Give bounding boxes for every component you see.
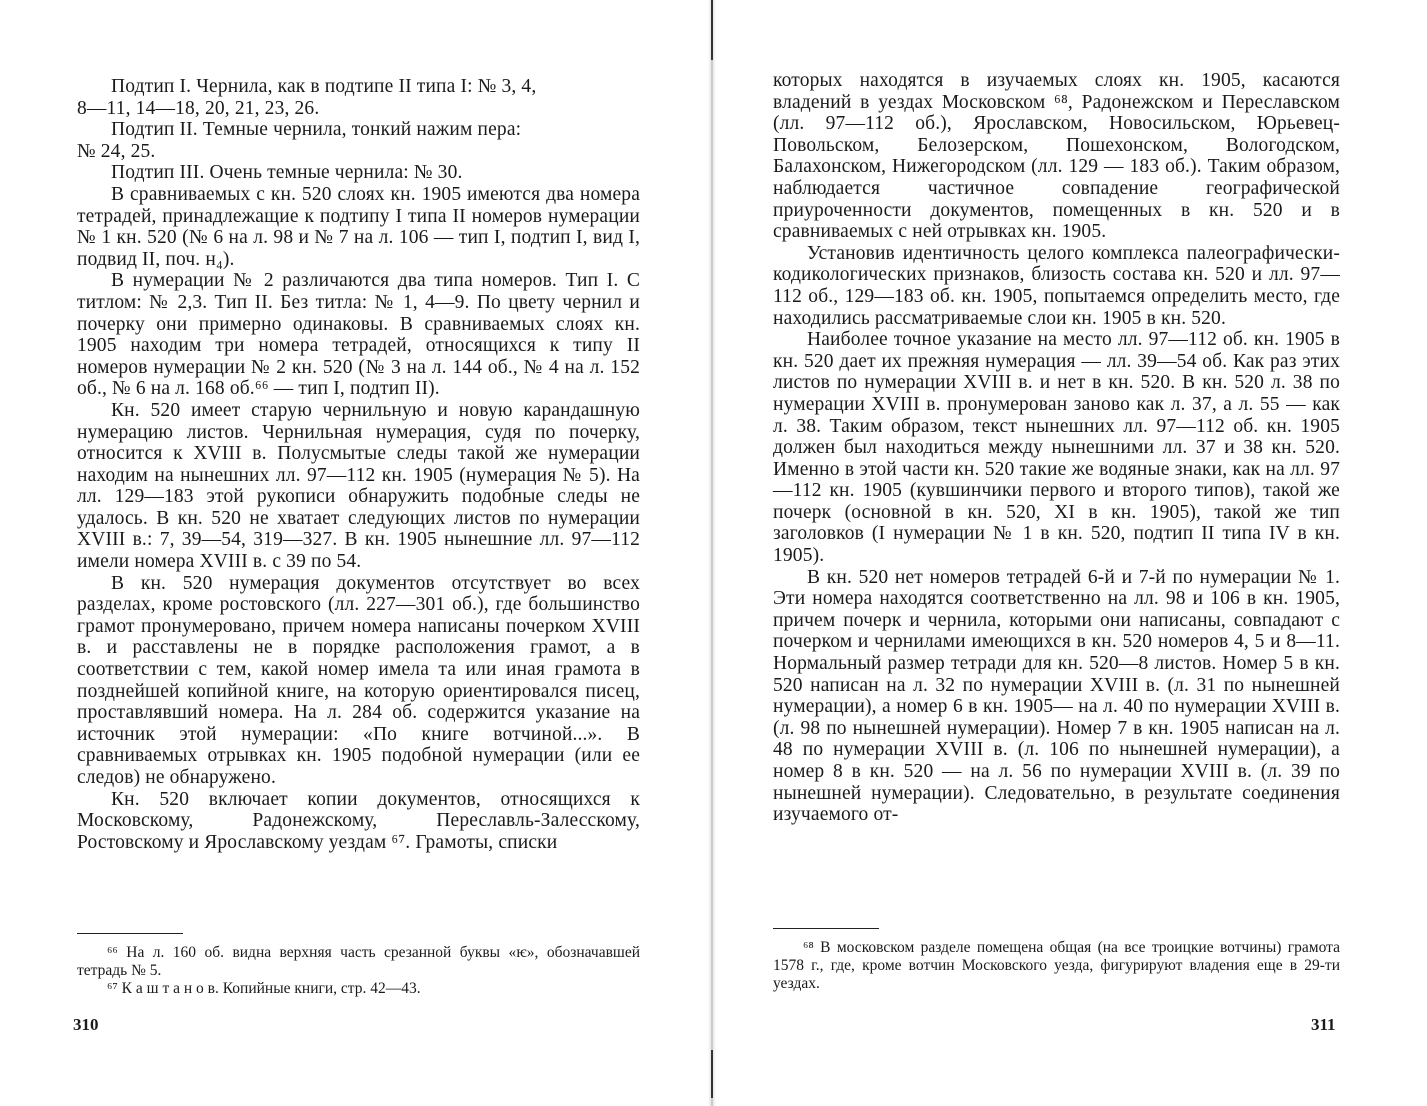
paragraph: Кн. 520 имеет старую чернильную и новую карандашную нумерацию листов. Чернильная нумерация, судя по почерку, относится к XVIII в. Полусмытые следы такой же нумерации находим на нынешних лл. 97—112 кн. 1905 (нумерация № 5). На лл. 129—183 этой рукописи обнаружить подобные следы не удалось. В кн. 520 не хватает следующих листов по нумерации XVIII в.: 7, 39—54, 319—327. В кн. 1905 нынешние лл. 97—112 имели номера XVIII в. с 39 по 54.: [77, 399, 640, 573]
spine-mark-top: [711, 0, 713, 60]
left-text-column: [77, 76, 640, 853]
right-footnotes: [773, 939, 1340, 993]
paragraph: Подтип II. Темные чернила, тонкий нажим пера: № 24, 25.: [77, 119, 522, 162]
paragraph: Подтип I. Чернила, как в подтипе II типа I: № 3, 4, 8—11, 14—18, 20, 21, 23, 26.: [77, 76, 537, 119]
spine-mark-bottom: [711, 1050, 713, 1098]
paragraph: Кн. 520 включает копии документов, относящихся к Московскому, Радонежскому, Переславль-Залесскому, Ростовскому и Ярославскому уездам ⁶⁷. Грамоты, списки: [77, 788, 640, 853]
paragraph: Наиболее точное указание на место лл. 97—112 об. кн. 1905 в кн. 520 дает их прежняя нумерация — лл. 39—54 об. Как раз этих листов по нумерации XVIII в. и нет в кн. 520. В кн. 520 л. 38 по нумерации XVIII в. пронумерован заново как л. 37, а л. 55 — как л. 38. Таким образом, текст нынешних лл. 97—112 об. кн. 1905 должен был находиться между нынешними лл. 37 и 38 кн. 520. Именно в этой части кн. 520 такие же водяные знаки, как на лл. 97—112 кн. 1905 (кувшинчики первого и второго типов), такой же почерк (основной в кн. 520, XI в кн. 1905), такой же тип заголовков (I нумерации № 1 в кн. 520, подтип II типа IV в кн. 1905).: [773, 329, 1340, 567]
page-number-left: 310: [73, 1015, 99, 1034]
page-number-right: 311: [1311, 1015, 1336, 1034]
footnote: ⁶⁸ В московском разделе помещена общая (на все троицкие вотчины) грамота 1578 г., где, кроме вотчин Московского уезда, фигурируют владения еще в 29-ти уездах.: [773, 939, 1340, 992]
book-spine: [708, 0, 716, 1106]
right-page: [720, 0, 1427, 1106]
footnote-divider: [773, 928, 879, 929]
paragraph: В кн. 520 нет номеров тетрадей 6-й и 7-й по нумерации № 1. Эти номера находятся соответственно на лл. 98 и 106 в кн. 1905, причем почерк и чернила, которыми они написаны, совпадают с почерком и чернилами имеющихся в кн. 520 номеров 4, 5 и 8—11. Нормальный размер тетради для кн. 520—8 листов. Номер 5 в кн. 520 написан на л. 32 по нумерации XVIII в. (л. 31 по нынешней нумерации), а номер 6 в кн. 1905— на л. 40 по нумерации XVIII в. (л. 98 по нынешней нумерации). Номер 7 в кн. 1905 написан на л. 48 по нумерации XVIII в. (л. 106 по нынешней нумерации), а номер 8 в кн. 520 — на л. 56 по нумерации XVIII в. (л. 39 по нынешней нумерации). Следовательно, в результате соединения изучаемого от-: [773, 566, 1340, 826]
paragraph: В кн. 520 нумерация документов отсутствует во всех разделах, кроме ростовского (лл. 227—301 об.), где большинство грамот пронумеровано, причем номера написаны почерком XVIII в. и расставлены не в порядке расположения грамот, а в соответствии с тем, какой номер имела та или иная грамота в позднейшей копийной книге, на которую ориентировался писец, проставлявший номера. На л. 284 об. содержится указание на источник этой нумерации: «По книге вотчиной...». В сравниваемых отрывках кн. 1905 подобной нумерации (или ее следов) не обнаружено.: [77, 572, 640, 788]
footnote: ⁶⁷ К а ш т а н о в. Копийные книги, стр. 42—43.: [107, 980, 421, 997]
footnote-divider: [77, 933, 183, 934]
paragraph: которых находятся в изучаемых слоях кн. 1905, касаются владений в уездах Московском ⁶⁸, Радонежском и Переславском (лл. 97—112 об.), Ярославском, Новосильском, Юрьевец-Повольском, Белозерском, Пошехонском, Вологодском, Балахонском, Нижегородском (лл. 129 — 183 об.). Таким образом, наблюдается частичное совпадение географической приуроченности документов, помещенных в кн. 520 и в сравниваемых с ней отрывках кн. 1905.: [773, 70, 1340, 243]
left-page: [0, 0, 706, 1106]
paragraph: Подтип III. Очень темные чернила: № 30.: [111, 162, 463, 184]
left-footnotes: [77, 944, 640, 998]
paragraph: В нумерации № 2 различаются два типа номеров. Тип I. С титлом: № 2,3. Тип II. Без титла: № 1, 4—9. По цвету чернил и почерку они примерно одинаковы. В сравниваемых слоях кн. 1905 находим три номера тетрадей, относящихся к типу II номеров нумерации № 2 кн. 520 (№ 3 на л. 144 об., № 4 на л. 152 об., № 6 на л. 168 об.⁶⁶ — тип I, подтип II).: [77, 270, 640, 400]
paragraph: В сравниваемых с кн. 520 слоях кн. 1905 имеются два номера тетрадей, принадлежащие к подтипу I типа II номеров нумерации № 1 кн. 520 (№ 6 на л. 98 и № 7 на л. 106 — тип I, подтип I, вид I, подвид II, поч. н₄).: [77, 183, 640, 270]
footnote: ⁶⁶ На л. 160 об. видна верхняя часть срезанной буквы «ѥ», обозначавшей тетрадь № 5.: [77, 944, 640, 979]
right-text-column: [773, 70, 1340, 826]
paragraph: Установив идентичность целого комплекса палеографически-кодикологических признаков, близость состава кн. 520 и лл. 97—112 об., 129—183 об. кн. 1905, попытаемся определить место, где находились рассматриваемые слои кн. 1905 в кн. 520.: [773, 242, 1340, 329]
